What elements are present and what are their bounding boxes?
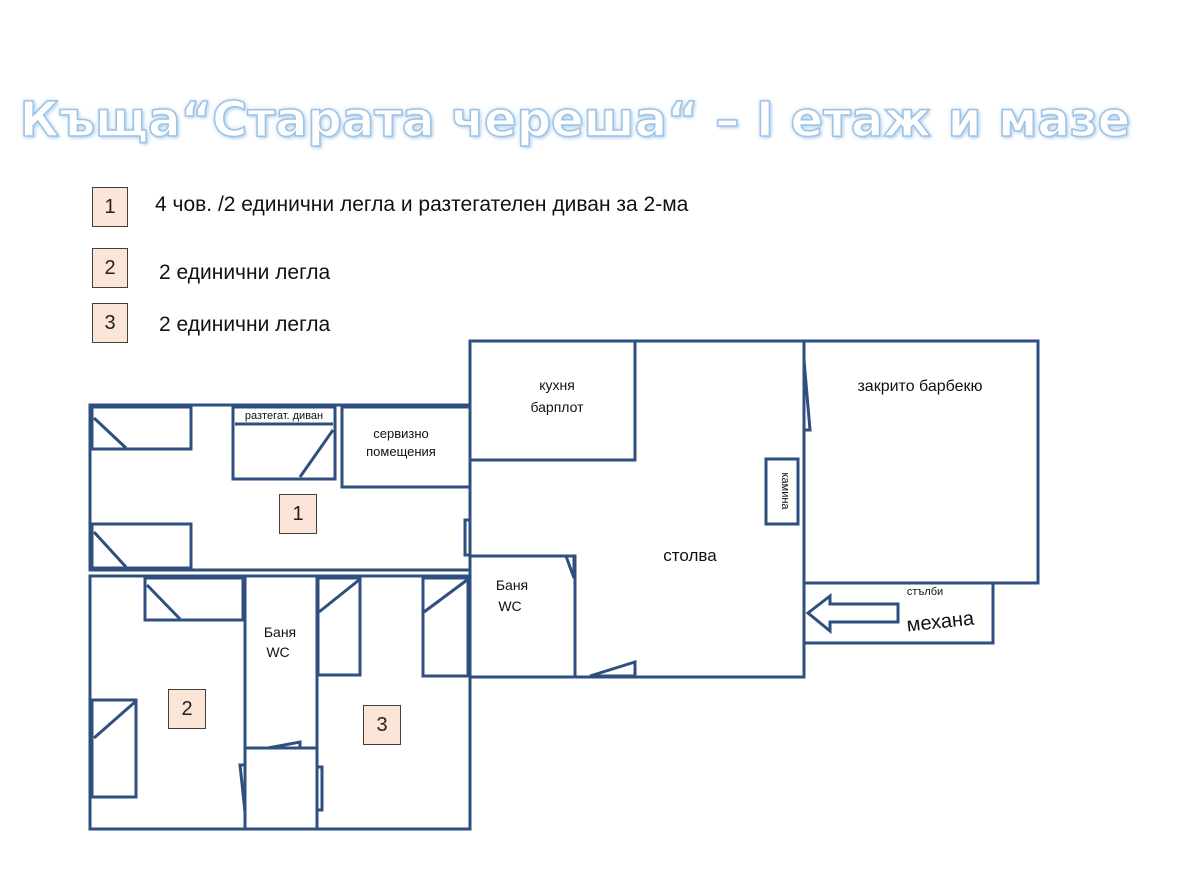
fireplace-label: камина	[779, 472, 791, 510]
bath-right-wall	[470, 556, 575, 677]
legend-number: 1	[92, 187, 128, 227]
tavern-label: механа	[905, 607, 976, 637]
bottom-block-wall	[90, 576, 470, 829]
room-number-3: 3	[363, 705, 401, 745]
bbq-label: закрито барбекю	[857, 378, 983, 395]
bath-right-label-1: Баня	[495, 577, 529, 593]
dining-label: столва	[663, 546, 717, 565]
stairs-label: стълби	[906, 586, 944, 598]
kitchen-label-1: кухня	[539, 377, 575, 393]
kitchen-label-2: барплот	[530, 399, 584, 415]
sofa-label: разтегат. диван	[244, 410, 324, 422]
legend-number: 3	[92, 303, 128, 343]
bed	[423, 578, 468, 676]
bed	[318, 578, 360, 675]
service-label-2: помещения	[366, 444, 436, 459]
legend-text: 2 единични легла	[159, 261, 331, 284]
legend-text: 4 чов. /2 единични легла и разтегателен диван за 2-ма	[155, 193, 689, 216]
room-number-2: 2	[168, 689, 206, 729]
bath-left-label-1: Баня	[263, 624, 297, 640]
stairs-arrow	[808, 596, 898, 631]
legend-text: 2 единични легла	[159, 313, 331, 336]
bath-right-label-2: WC	[498, 598, 522, 614]
room-number-1: 1	[279, 494, 317, 534]
legend-number: 2	[92, 248, 128, 288]
bath-left-label-2: WC	[266, 644, 290, 660]
page-title: Къща“Старата череша“ – I етаж и мазе	[19, 92, 1131, 148]
dining-block-wall	[470, 341, 804, 677]
bed	[92, 700, 136, 797]
service-label-1: сервизно	[373, 426, 429, 441]
